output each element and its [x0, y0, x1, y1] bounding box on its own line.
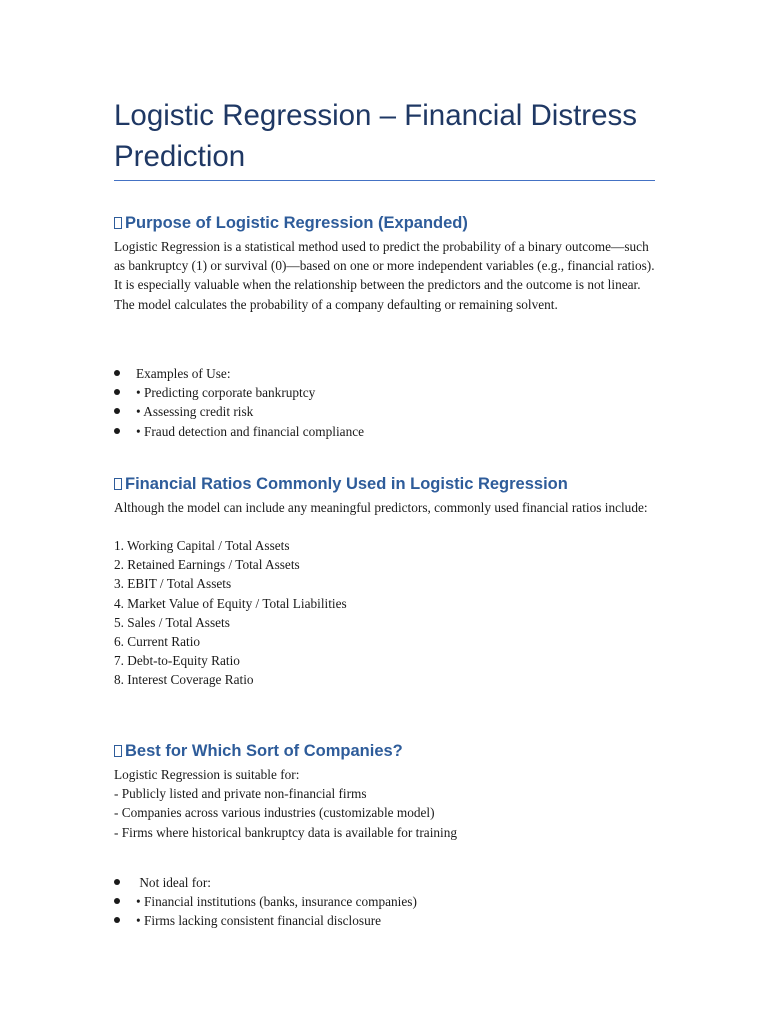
section-paragraph: Logistic Regression is a statistical method used to predict the probability of a binary outcome—such as bankruptcy (1) or survival (0)—based on one or more independent variables (e.g., financial ratios). It is especially valuable when the relationship between the predictors and the outcome is not linear. The model calculates the probability of a company defaulting or remaining solvent.	[114, 239, 655, 312]
bullet-list	[114, 873, 655, 931]
list-item: 8. Interest Coverage Ratio	[114, 672, 254, 688]
section-heading-purpose	[114, 212, 655, 234]
list-item: • Assessing credit risk	[114, 402, 655, 421]
section-paragraph: Although the model can include any meaningful predictors, commonly used financial ratios include:	[114, 500, 648, 515]
list-item: 2. Retained Earnings / Total Assets	[114, 557, 300, 573]
bullet-icon	[114, 370, 120, 376]
section-heading-text: Purpose of Logistic Regression (Expanded)	[125, 214, 468, 232]
list-item: - Companies across various industries (customizable model)	[114, 805, 435, 821]
list-item: 6. Current Ratio	[114, 633, 201, 649]
list-item: • Predicting corporate bankruptcy	[114, 383, 655, 402]
list-item: 7. Debt-to-Equity Ratio	[114, 653, 240, 669]
list-item: Logistic Regression is suitable for:	[114, 767, 300, 782]
missing-glyph-icon	[114, 745, 122, 757]
section-heading-ratios	[114, 473, 655, 495]
bullet-icon	[114, 428, 120, 434]
missing-glyph-icon	[114, 217, 122, 229]
section-heading-text: Financial Ratios Commonly Used in Logistic Regression	[125, 475, 568, 493]
list-item: 3. EBIT / Total Assets	[114, 576, 232, 592]
bullet-icon	[114, 408, 120, 414]
section-heading-text: Best for Which Sort of Companies?	[125, 742, 403, 760]
bullet-icon	[114, 389, 120, 395]
document-title: Logistic Regression – Financial Distress Prediction	[114, 99, 638, 173]
bullet-icon	[114, 879, 120, 885]
section-heading-companies	[114, 740, 655, 762]
list-item: • Financial institutions (banks, insurance companies)	[114, 892, 655, 911]
title-underline	[114, 180, 655, 181]
list-item: • Firms lacking consistent financial disclosure	[114, 911, 655, 930]
bullet-icon	[114, 917, 120, 923]
missing-glyph-icon	[114, 478, 122, 490]
bullet-list	[114, 364, 655, 441]
list-item: 5. Sales / Total Assets	[114, 614, 230, 630]
list-item: Not ideal for:	[114, 873, 655, 892]
suitability-list	[114, 765, 655, 842]
list-item: 4. Market Value of Equity / Total Liabilities	[114, 595, 347, 611]
ratio-list	[114, 536, 655, 690]
list-item: - Firms where historical bankruptcy data is available for training	[114, 824, 458, 840]
list-item: 1. Working Capital / Total Assets	[114, 538, 290, 553]
list-item: • Fraud detection and financial compliance	[114, 422, 655, 441]
list-item: Examples of Use:	[114, 364, 655, 383]
bullet-icon	[114, 898, 120, 904]
list-item: - Publicly listed and private non-financial firms	[114, 786, 367, 802]
